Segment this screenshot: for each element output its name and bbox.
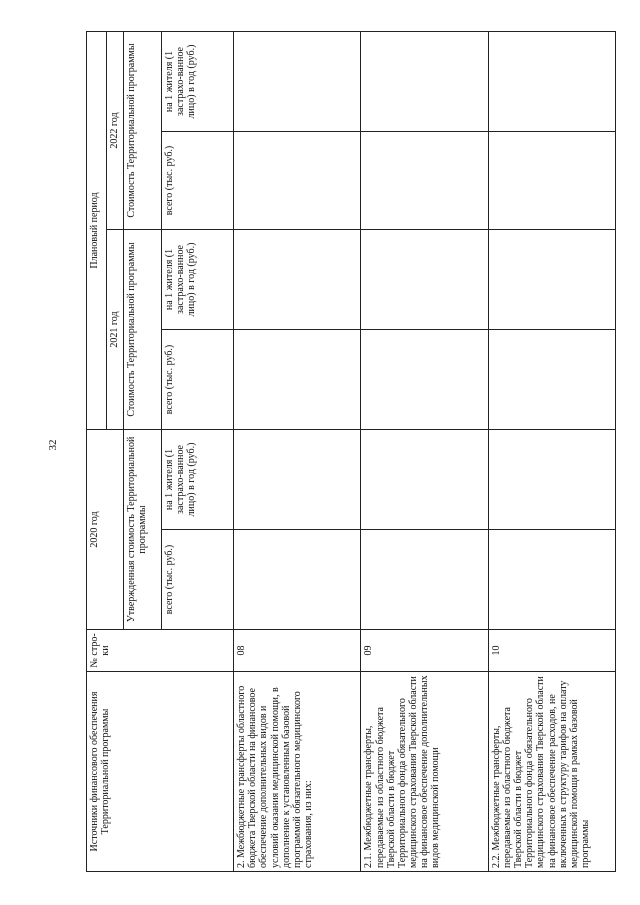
value-cell: [361, 330, 488, 430]
header-approved-cost: Утвержденная стоимость Территориальной программы: [124, 430, 162, 630]
value-cell: [488, 230, 615, 330]
value-cell: [234, 530, 361, 630]
value-cell: [361, 132, 488, 230]
value-cell: [361, 430, 488, 530]
page-number: 32: [47, 439, 59, 451]
header-total-2022: всего (тыс. руб.): [162, 132, 234, 230]
row-number-cell: 08: [234, 630, 361, 672]
value-cell: [234, 32, 361, 132]
rotated-table-container: [86, 32, 616, 872]
value-cell: [488, 430, 615, 530]
header-cost-2021: Стоимость Территориальной программы: [124, 230, 162, 430]
value-cell: [488, 32, 615, 132]
financing-table: [86, 31, 616, 872]
value-cell: [361, 32, 488, 132]
header-cost-2022: Стоимость Территориальной программы: [124, 32, 162, 230]
value-cell: [234, 430, 361, 530]
header-total-2020: всего (тыс. руб.): [162, 530, 234, 630]
value-cell: [488, 530, 615, 630]
header-row-1: [87, 32, 107, 872]
value-cell: [234, 230, 361, 330]
header-per-capita-2020: на 1 жителя (1 застрахо-ванное лицо) в год (руб.): [162, 430, 234, 530]
value-cell: [488, 330, 615, 430]
row-source-cell: 2. Межбюджетные трансферты областного бюджета Тверской области на финансовое обеспечение дополнительных видов и условий оказания медицинской помощи, в дополнение к установленным базовой программой обязательного медицинского страхования, из них:: [234, 672, 361, 872]
row-source-cell: 2.1. Межбюджетные трансферты, передаваемые из областного бюджета Тверской области в бюджет Территориального фонда обязательного медицинского страхования Тверской области на финансовое обеспечение дополнительных видов медицинской помощи: [361, 672, 488, 872]
value-cell: [488, 132, 615, 230]
value-cell: [361, 230, 488, 330]
header-row-no: № стро-ки: [87, 630, 234, 672]
value-cell: [361, 530, 488, 630]
header-year-2022: 2022 год: [107, 32, 124, 230]
header-source: Источники финансового обеспечения Территориальной программы: [87, 672, 234, 872]
row-number-cell: 09: [361, 630, 488, 672]
header-year-2020: 2020 год: [87, 430, 124, 630]
value-cell: [234, 132, 361, 230]
header-per-capita-2022: на 1 жителя (1 застрахо-ванное лицо) в год (руб.): [162, 32, 234, 132]
header-total-2021: всего (тыс. руб.): [162, 330, 234, 430]
row-number-cell: 10: [488, 630, 615, 672]
header-year-2021: 2021 год: [107, 230, 124, 430]
table-row: [234, 32, 361, 872]
row-source-cell: 2.2. Межбюджетные трансферты, передаваемые из областного бюджета Тверской области в бюджет Территориального фонда обязательного медицинского страхования Тверской области на финансовое обеспечение расходов, не включенных в структуру тарифов на оплату медицинской помощи в рамках базовой программы: [488, 672, 615, 872]
header-planned-period: Плановый период: [87, 32, 107, 430]
table-row: [361, 32, 488, 872]
header-per-capita-2021: на 1 жителя (1 застрахо-ванное лицо) в год (руб.): [162, 230, 234, 330]
table-row: [488, 32, 615, 872]
value-cell: [234, 330, 361, 430]
